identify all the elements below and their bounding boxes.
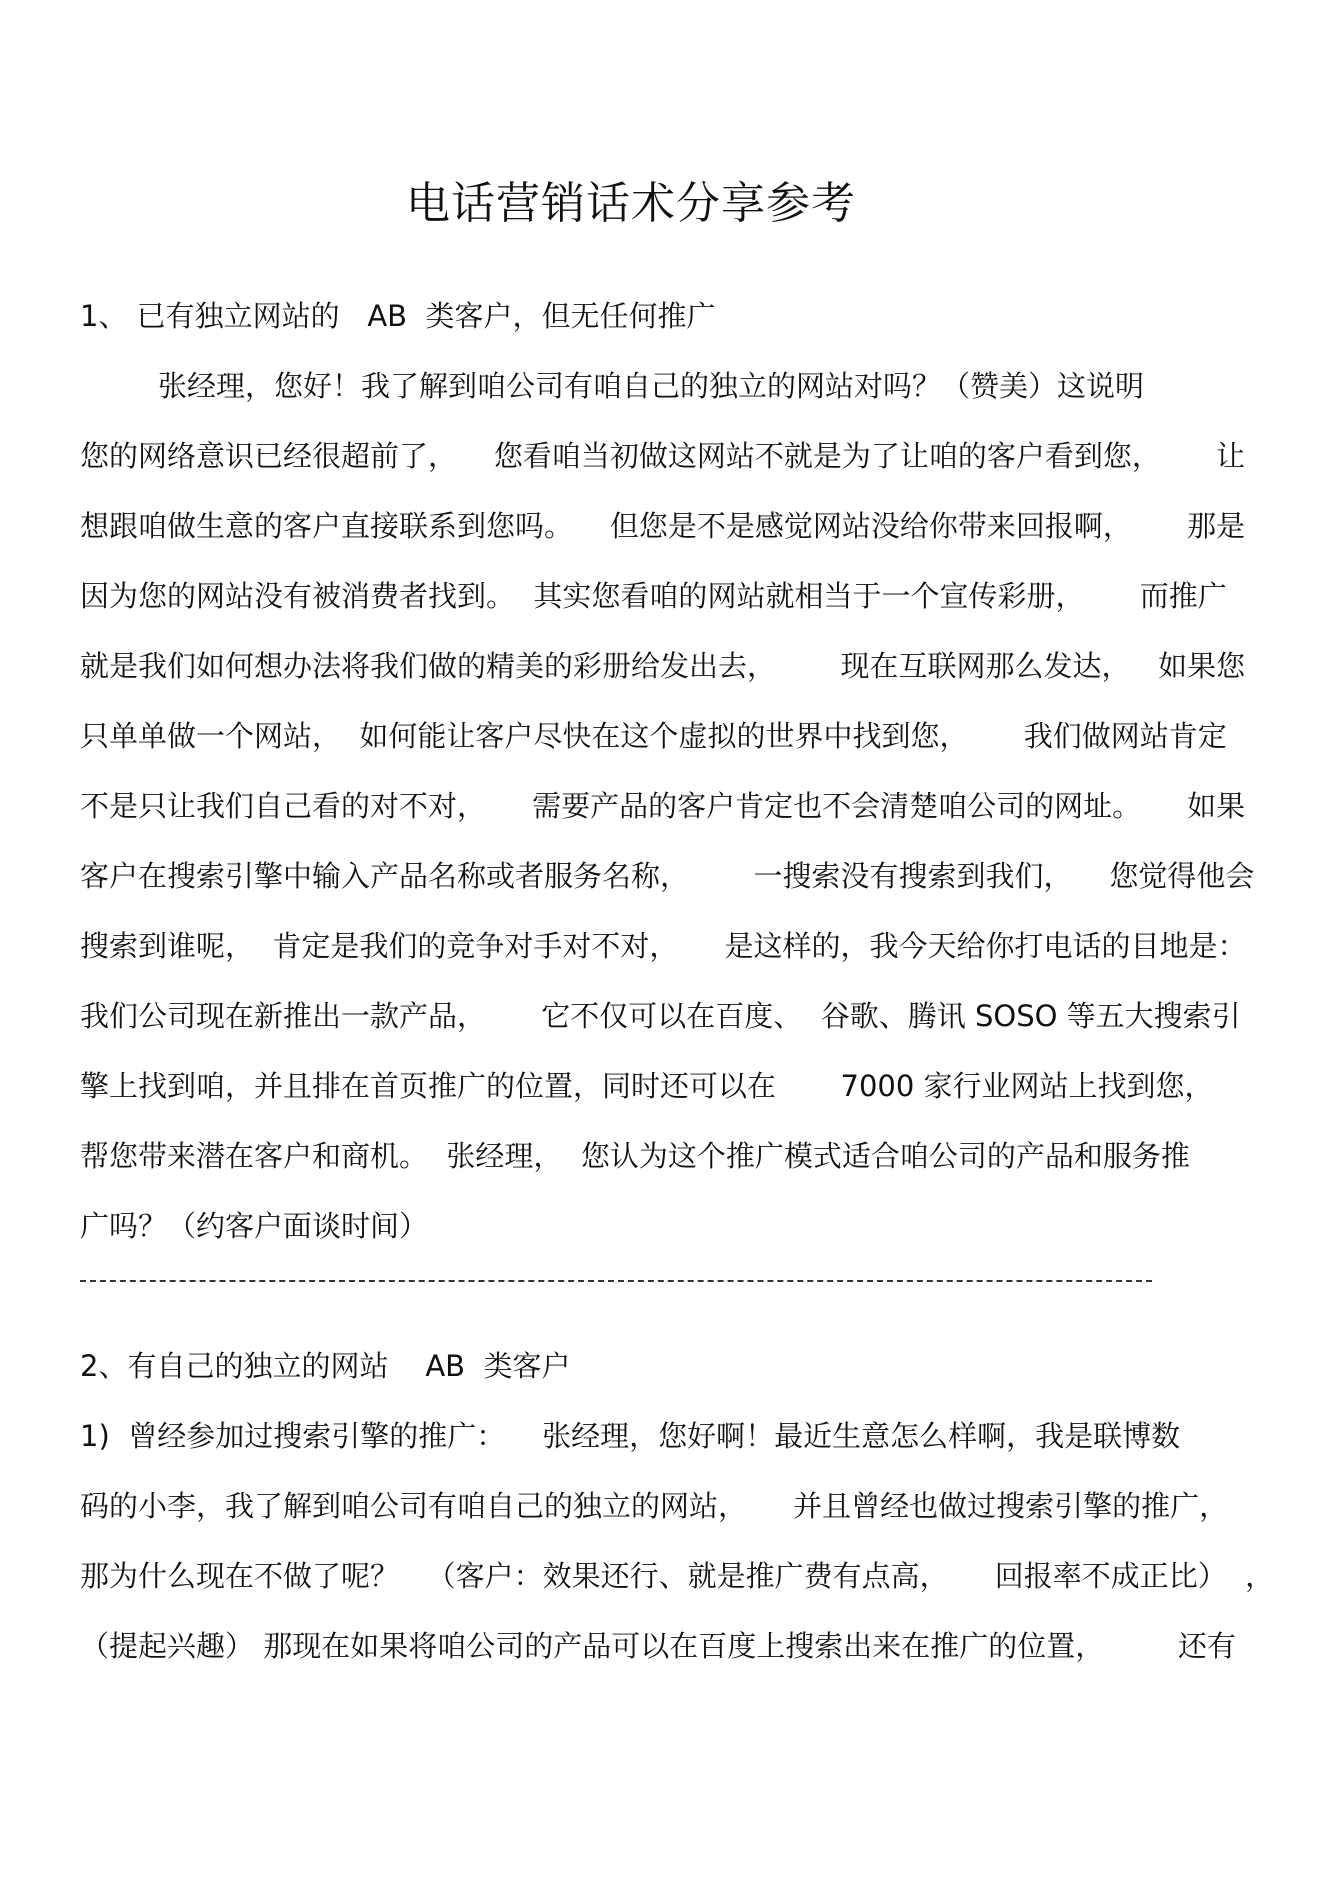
paragraph-line: 帮您带来潜在客户和商机。 张经理， 您认为这个推广模式适合咱公司的产品和服务推	[80, 1139, 1190, 1173]
paragraph-line: 我们公司现在新推出一款产品， 它不仅可以在百度、 谷歌、腾讯 SOSO 等五大搜索引	[80, 999, 1241, 1033]
paragraph-line: 不是只让我们自己看的对不对， 需要产品的客户肯定也不会清楚咱公司的网址。 如果	[80, 789, 1246, 823]
paragraph-line: 因为您的网站没有被消费者找到。 其实您看咱的网站就相当于一个宣传彩册， 而推广	[80, 579, 1227, 613]
paragraph-line: 那为什么现在不做了呢？ （客户：效果还行、就是推广费有点高， 回报率不成正比） ，	[80, 1559, 1275, 1593]
paragraph-line: 客户在搜索引擎中输入产品名称或者服务名称， 一搜索没有搜索到我们， 您觉得他会	[80, 859, 1255, 893]
paragraph-line: 只单单做一个网站， 如何能让客户尽快在这个虚拟的世界中找到您， 我们做网站肯定	[80, 719, 1227, 753]
document-title: 电话营销话术分享参考	[406, 178, 856, 229]
paragraph-line: 您的网络意识已经很超前了， 您看咱当初做这网站不就是为了让咱的客户看到您， 让	[80, 439, 1246, 473]
paragraph-line: 张经理，您好！我了解到咱公司有咱自己的独立的网站对吗？（赞美）这说明	[158, 369, 1145, 403]
paragraph-line: （提起兴趣） 那现在如果将咱公司的产品可以在百度上搜索出来在推广的位置， 还有	[80, 1629, 1236, 1663]
paragraph-line: 想跟咱做生意的客户直接联系到您吗。 但您是不是感觉网站没给你带来回报啊， 那是	[80, 509, 1246, 543]
section-2-heading: 2、有自己的独立的网站 AB 类客户	[80, 1349, 571, 1383]
paragraph-line: 擎上找到咱，并且排在首页推广的位置，同时还可以在 7000 家行业网站上找到您，	[80, 1069, 1214, 1103]
section-divider	[80, 1280, 1152, 1282]
paragraph-line: 就是我们如何想办法将我们做的精美的彩册给发出去， 现在互联网那么发达， 如果您	[80, 649, 1246, 683]
section-1-heading: 1、 已有独立网站的 AB 类客户，但无任何推广	[80, 299, 716, 333]
paragraph-line: 码的小李，我了解到咱公司有咱自己的独立的网站， 并且曾经也做过搜索引擎的推广，	[80, 1489, 1229, 1523]
paragraph-line: 搜索到谁呢， 肯定是我们的竞争对手对不对， 是这样的，我今天给你打电话的目地是：	[80, 929, 1247, 963]
paragraph-line: 1) 曾经参加过搜索引擎的推广： 张经理，您好啊！最近生意怎么样啊，我是联博数	[80, 1419, 1181, 1453]
paragraph-line: 广吗？（约客户面谈时间）	[80, 1209, 429, 1243]
